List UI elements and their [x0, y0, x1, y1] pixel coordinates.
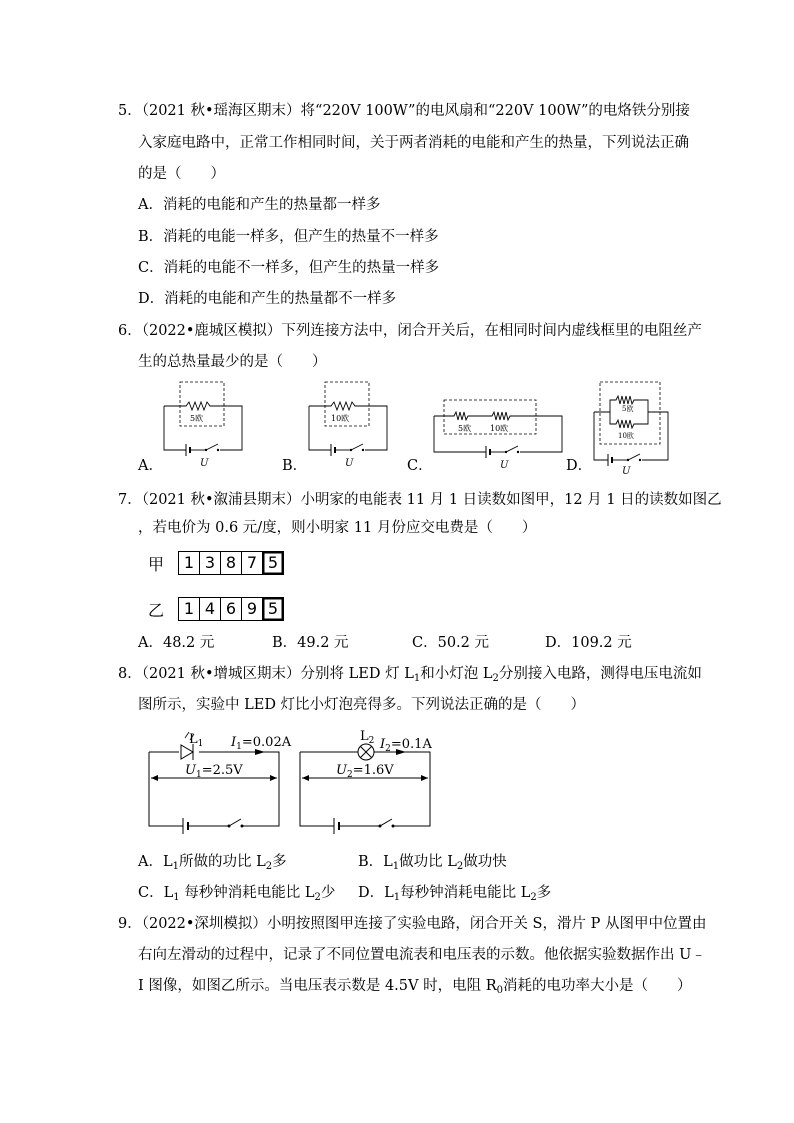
q8-line1-part3: 分别接入电路，测得电压电流如 — [498, 666, 702, 682]
q5-option-b: B．消耗的电能一样多，但产生的热量不一样多 — [138, 229, 439, 245]
q6-label-b: B． — [282, 458, 308, 474]
q7-meter-yi — [178, 597, 284, 621]
q9-line2: 右向左滑动的过程中，记录了不同位置电流表和电压表的示数。他依据实验数据作出 U﹣ — [138, 947, 706, 963]
q6-b-resistor-label: 10欧 — [331, 414, 350, 423]
q8-fig2-current: $I_2=0.1A$ — [380, 737, 432, 754]
q5-option-d: D．消耗的电能和产生的热量都不一样多 — [138, 291, 397, 307]
q6-c-resistor-label-2: 10欧 — [490, 424, 509, 433]
meter-digit: 9 — [242, 598, 263, 620]
q6-b-u-label: U — [345, 458, 354, 469]
q6-a-resistor-label: 5欧 — [190, 414, 204, 423]
q7-option-c: C．50.2 元 — [412, 635, 489, 651]
q5-option-c: C．消耗的电能不一样多，但产生的热量一样多 — [138, 260, 440, 276]
q8-line1-part1: 8．（2021 秋•增城区期末）分别将 LED 灯 L — [118, 666, 414, 682]
q6-circuit-c — [430, 380, 570, 470]
q8-option-a: A．$L_1$所做的功比 $L_2$多 — [138, 854, 287, 872]
q7-yi-label: 乙 — [148, 601, 165, 620]
q8-fig1-l1: $L_1$ — [189, 732, 204, 749]
meter-digit: 8 — [221, 552, 242, 574]
subscript: 1 — [413, 673, 421, 684]
q8-option-c: C．$L_1$ 每秒钟消耗电能比 $L_2$少 — [138, 885, 336, 903]
q8-option-b: B．$L_1$做功比 $L_2$做功快 — [358, 854, 507, 872]
q9-line1: 9．（2022•深圳模拟）小明按照图甲连接了实验电路，闭合开关 S，滑片 P 从图甲中位置由 — [118, 916, 707, 932]
q6-d-u-label: U — [622, 466, 631, 477]
meter-digit: 1 — [179, 552, 200, 574]
q9-line3: I 图像，如图乙所示。当电压表示数是 4.5V 时，电阻 $R_0$消耗的电功率大小是（ ） — [138, 978, 692, 996]
q8-circuit-led — [145, 728, 292, 838]
q8-fig2-l2: $L_2$ — [360, 729, 375, 746]
q6-d-resistor-label-1: 5欧 — [622, 405, 634, 413]
meter-decimal-digit: 5 — [263, 598, 283, 620]
q7-option-a: A．48.2 元 — [138, 635, 215, 651]
q7-line2: ，若电价为 0.6 元/度，则小明家 11 月份应交电费是（ ） — [138, 520, 537, 536]
q5-line3: 的是（ ） — [138, 166, 225, 182]
q6-c-resistor-label-1: 5欧 — [458, 424, 472, 433]
q7-meter-jia — [178, 551, 284, 575]
q5-option-a: A．消耗的电能和产生的热量都一样多 — [138, 197, 381, 213]
q6-line1: 6．（2022•鹿城区模拟）下列连接方法中，闭合开关后，在相同时间内虚线框里的电阻丝产 — [118, 323, 702, 339]
q6-a-u-label: U — [200, 458, 209, 469]
q6-label-a: A． — [138, 458, 163, 474]
q8-fig2-voltage: $U_2=1.6V$ — [336, 763, 394, 780]
q6-c-u-label: U — [500, 460, 509, 471]
q5-line1: 5．（2021 秋•瑶海区期末）将“220V 100W”的电风扇和“220V 100W”的电烙铁分别接 — [118, 103, 690, 119]
meter-digit: 3 — [200, 552, 221, 574]
q8-option-d: D．$L_1$每秒钟消耗电能比 $L_2$多 — [358, 885, 552, 903]
q8-line1-part2: 和小灯泡 L — [420, 666, 493, 682]
q7-line1: 7．（2021 秋•溆浦县期末）小明家的电能表 11 月 1 日读数如图甲，12 月 1 日的读数如图乙 — [118, 492, 722, 508]
q6-figures — [130, 380, 670, 475]
q8-line2: 图所示，实验中 LED 灯比小灯泡亮得多。下列说法正确的是（ ） — [138, 697, 586, 713]
q6-circuit-d — [590, 380, 690, 475]
q8-circuit-bulb — [296, 728, 436, 838]
subscript: 2 — [492, 673, 499, 684]
q7-option-d: D．109.2 元 — [545, 635, 632, 651]
q6-circuit-a — [160, 380, 280, 470]
q8-line1 — [118, 664, 702, 689]
q7-jia-label: 甲 — [148, 555, 165, 574]
q6-line2: 生的总热量最少的是（ ） — [138, 354, 327, 370]
q6-label-c: C． — [407, 458, 433, 474]
q5-line2: 入家庭电路中，正常工作相同时间，关于两者消耗的电能和产生的热量，下列说法正确 — [138, 135, 689, 151]
q8-fig1-voltage: $U_1=2.5V$ — [185, 763, 243, 780]
meter-digit: 4 — [200, 598, 221, 620]
meter-digit: 1 — [179, 598, 200, 620]
q6-label-d: D． — [566, 458, 593, 474]
meter-digit: 7 — [242, 552, 263, 574]
q6-d-resistor-label-2: 10欧 — [618, 432, 634, 440]
q7-option-b: B．49.2 元 — [272, 635, 349, 651]
meter-decimal-digit: 5 — [263, 552, 283, 574]
meter-digit: 6 — [221, 598, 242, 620]
q8-fig1-current: $I_1=0.02A$ — [231, 735, 292, 752]
